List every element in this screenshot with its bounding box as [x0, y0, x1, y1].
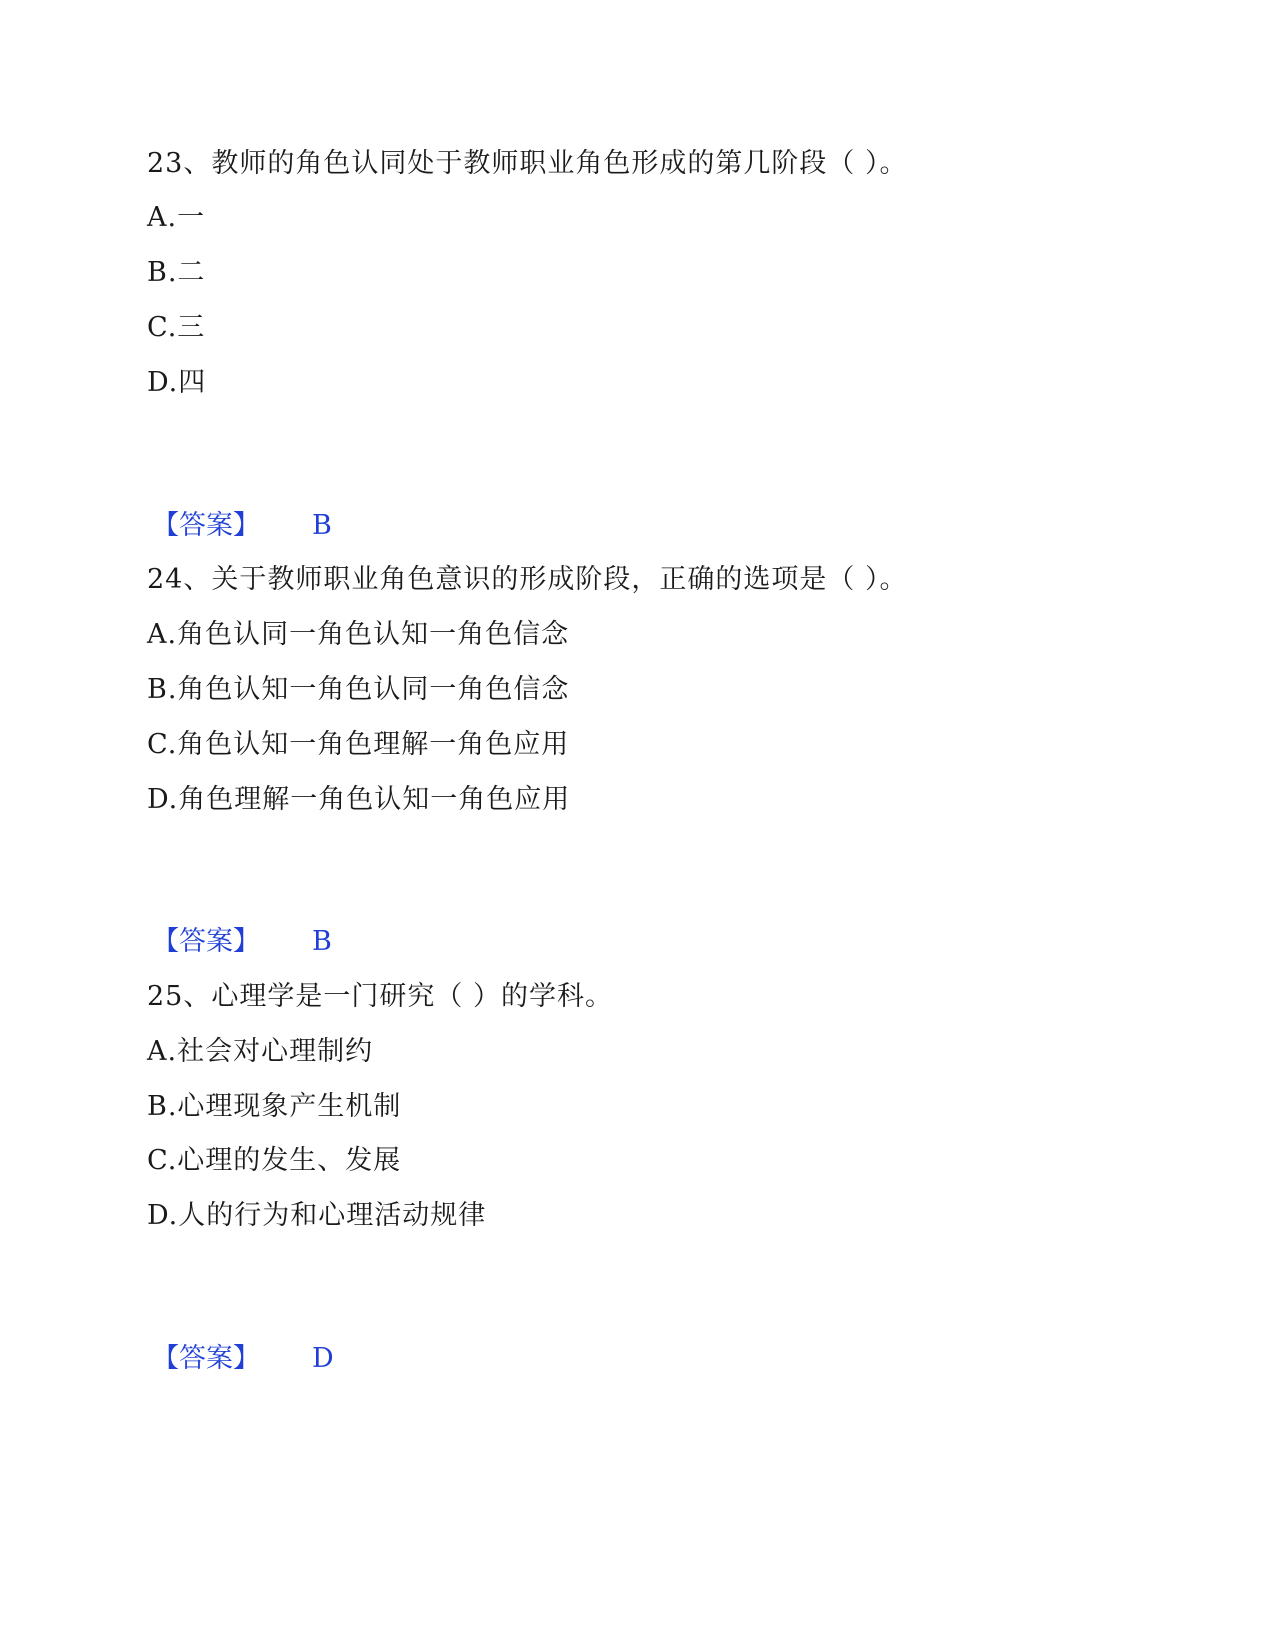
question-24-option-c: C.角色认知一角色理解一角色应用	[147, 729, 570, 760]
question-23-answer	[152, 508, 332, 544]
question-23-option-b: B.二	[147, 257, 206, 288]
question-24-stem: 24、关于教师职业角色意识的形成阶段，正确的选项是（ ）。	[147, 564, 908, 595]
question-23-option-c: C.三	[147, 312, 206, 343]
question-23-option-a: A.一	[147, 202, 206, 233]
answer-value: D	[312, 1343, 334, 1374]
question-23-stem: 23、教师的角色认同处于教师职业角色形成的第几阶段（ ）。	[147, 148, 908, 179]
question-23-option-d: D.四	[147, 367, 207, 398]
question-24-option-d: D.角色理解一角色认知一角色应用	[147, 784, 571, 815]
question-24-option-b: B.角色认知一角色认同一角色信念	[147, 674, 570, 705]
answer-value: B	[312, 926, 332, 957]
question-25-answer	[152, 1341, 334, 1377]
question-25-option-c: C.心理的发生、发展	[147, 1145, 402, 1176]
question-25-option-b: B.心理现象产生机制	[147, 1091, 402, 1122]
question-25-option-d: D.人的行为和心理活动规律	[147, 1200, 487, 1231]
answer-value: B	[312, 510, 332, 541]
question-24-answer	[152, 924, 332, 960]
answer-label: 【答案】	[152, 510, 260, 541]
question-25-option-a: A.社会对心理制约	[147, 1036, 374, 1067]
question-24-option-a: A.角色认同一角色认知一角色信念	[147, 619, 570, 650]
question-25-stem: 25、心理学是一门研究（ ）的学科。	[147, 981, 613, 1012]
answer-label: 【答案】	[152, 1343, 260, 1374]
answer-label: 【答案】	[152, 926, 260, 957]
